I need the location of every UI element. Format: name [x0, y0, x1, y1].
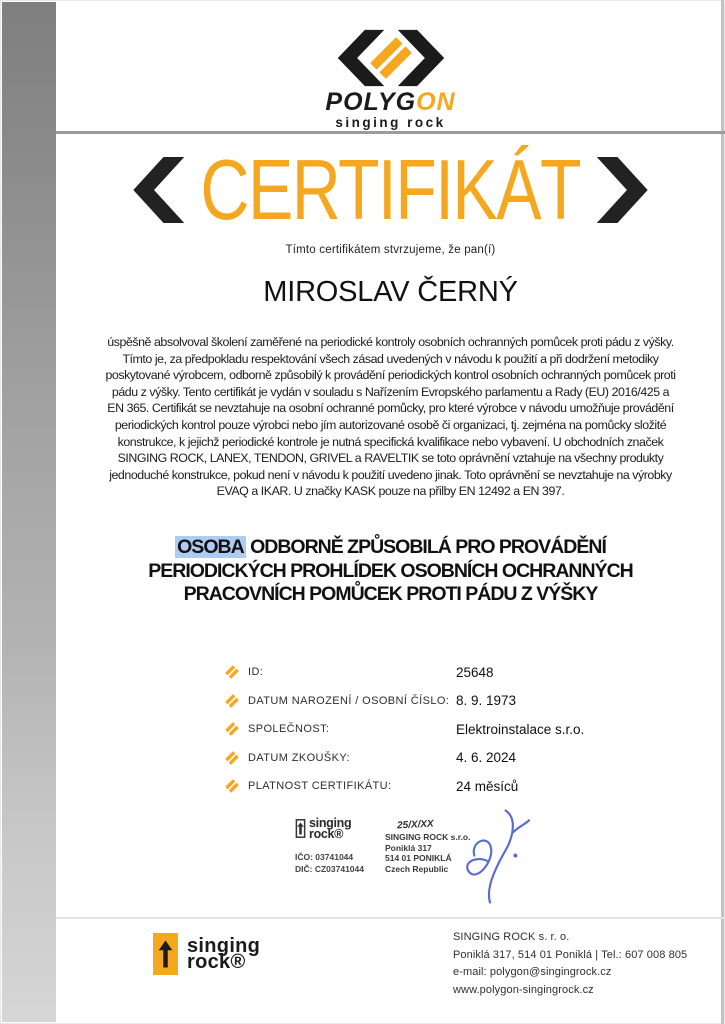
qualification-line-2: PERIODICKÝCH PROHLÍDEK OSOBNÍCH OCHRANNÝCH — [148, 559, 633, 582]
qualification-heading — [56, 536, 725, 607]
footer-company: SINGING ROCK s. r. o. — [453, 931, 570, 943]
scan-shadow-band — [2, 2, 56, 1022]
field-value: 4. 6. 2024 — [456, 750, 517, 766]
field-label: SPOLEČNOST: — [248, 723, 330, 736]
company-stamp — [295, 818, 495, 913]
body-line: pádu z výšky. Tento certifikát je vydán v souladu s Nařízením Evropského parlamentu a Rady (EU) 2016/425 a — [111, 384, 670, 399]
field-value: Elektroinstalace s.r.o. — [456, 721, 585, 737]
body-line: EN 365. Certifikát se nevztahuje na osobní ochranné pomůcky, pro které výrobce v návodu umožňuje provádění — [107, 401, 674, 416]
footer-contact-block — [453, 929, 687, 999]
body-line: jednoduché konstrukce, pokud není v návodu k použití uvedeno jinak. Toto oprávnění se nevztahuje na výrobky — [109, 467, 672, 482]
certificate-body-text — [56, 334, 725, 500]
stamp-brand-line-1: singing — [309, 816, 352, 830]
stamp-address-3: Czech Republic — [385, 863, 449, 874]
double-slash-bullet-icon — [225, 751, 239, 765]
footer-brand-line-2: rock® — [187, 951, 246, 973]
singing-rock-banner-icon — [295, 818, 306, 839]
polygon-logo — [56, 28, 725, 130]
field-row-company — [225, 721, 584, 737]
polygon-diamond-icon — [328, 28, 454, 88]
field-value: 25648 — [456, 664, 494, 680]
field-row-id — [225, 664, 584, 680]
stamp-brand-line-2: rock® — [309, 827, 344, 841]
certificate-tagline: Tímto certifikátem stvrzujeme, že pan(í) — [285, 244, 496, 256]
body-line: poskytované výrobcem, odborně způsobilý k provádění periodických kontrol osobních ochranných pomůcek proti — [105, 368, 676, 383]
footer-website: www.polygon-singingrock.cz — [453, 983, 594, 996]
stamp-brand-row — [295, 818, 377, 840]
footer-address-phone: Poniklá 317, 514 01 Poniklá | Tel.: 607 008 805 — [453, 948, 688, 961]
footer-singing-rock-logo — [153, 933, 260, 975]
orange-arrow-logo-icon — [153, 933, 178, 975]
stamp-ico: IČO: 03741044 — [295, 852, 354, 862]
stamp-company: SINGING ROCK s.r.o. — [385, 832, 471, 842]
wordmark-accent: ON — [416, 88, 456, 116]
certificate-content — [56, 0, 725, 1024]
field-label: PLATNOST CERTIFIKÁTU: — [248, 780, 392, 793]
field-value: 24 měsíců — [456, 778, 519, 794]
body-line: periodických kontrol pouze výrobci nebo jím autorizované osobě či organizaci, tj. zejména na pomůcky složité — [114, 417, 667, 432]
field-label: DATUM NAROZENÍ / OSOBNÍ ČÍSLO: — [248, 694, 450, 707]
field-value: 8. 9. 1973 — [456, 693, 517, 709]
double-slash-bullet-icon — [225, 694, 239, 708]
left-chevron-icon — [115, 157, 195, 223]
handwritten-date: 25/X/XX — [396, 818, 435, 832]
handwritten-signature — [445, 804, 533, 908]
recipient-name: MIROSLAV ČERNÝ — [263, 276, 518, 308]
certificate-fields — [225, 664, 584, 807]
stamp-address-1: Poniklá 317 — [385, 842, 432, 853]
footer-brand-line-1: singing — [187, 934, 261, 957]
body-line: EVAQ a IKAR. U značky KASK pouze na přilby EN 12492 a EN 397. — [216, 484, 565, 499]
field-row-exam-date — [225, 750, 584, 766]
stamp-brand-text — [309, 818, 351, 840]
body-line: Tímto je, za předpokladu respektování všech zásad uvedených v návodu k použití a při dodržení metodiky — [122, 351, 659, 366]
page-title: CERTIFIKÁT — [200, 142, 581, 238]
field-row-validity — [225, 778, 584, 794]
stamp-address-2: 514 01 PONIKLÁ — [385, 853, 452, 863]
double-slash-bullet-icon — [225, 665, 239, 679]
field-label: DATUM ZKOUŠKY: — [248, 751, 350, 764]
stamp-left-column — [295, 818, 377, 875]
qualification-line-1-rest: ODBORNĚ ZPŮSOBILÁ PRO PROVÁDĚNÍ — [245, 536, 606, 558]
highlighted-word: OSOBA — [177, 536, 244, 558]
body-line: konstrukce, k jejichž periodické kontrole je nutná specifická kvalifikace nebo vybavení. U obchodních značek — [117, 434, 664, 449]
double-slash-bullet-icon — [225, 722, 239, 736]
polygon-wordmark — [56, 90, 725, 115]
field-label: ID: — [248, 666, 264, 678]
footer-brand-text — [187, 934, 261, 973]
certificate-title-row — [56, 142, 725, 238]
stamp-dic: DIČ: CZ03741044 — [295, 864, 364, 874]
qualification-line-3: PRACOVNÍCH POMŮCEK PROTI PÁDU Z VÝŠKY — [183, 583, 598, 605]
up-arrow-icon — [158, 938, 173, 970]
double-slash-bullet-icon — [225, 779, 239, 793]
wordmark-main: POLYG — [325, 88, 417, 116]
field-row-birthdate — [225, 693, 584, 709]
right-chevron-icon — [586, 157, 666, 223]
singing-rock-subbrand: singing rock — [335, 115, 446, 130]
qualification-line-1 — [56, 536, 725, 560]
footer-email: e-mail: polygon@singingrock.cz — [453, 966, 612, 978]
body-line: SINGING ROCK, LANEX, TENDON, GRIVEL a RAVELTIK se toto oprávnění vztahuje na všechny produkty — [117, 451, 664, 466]
body-line: úspěšně absolvoval školení zaměřené na periodické kontroly osobních ochranných pomůcek proti pádu z výšky. — [107, 335, 674, 349]
